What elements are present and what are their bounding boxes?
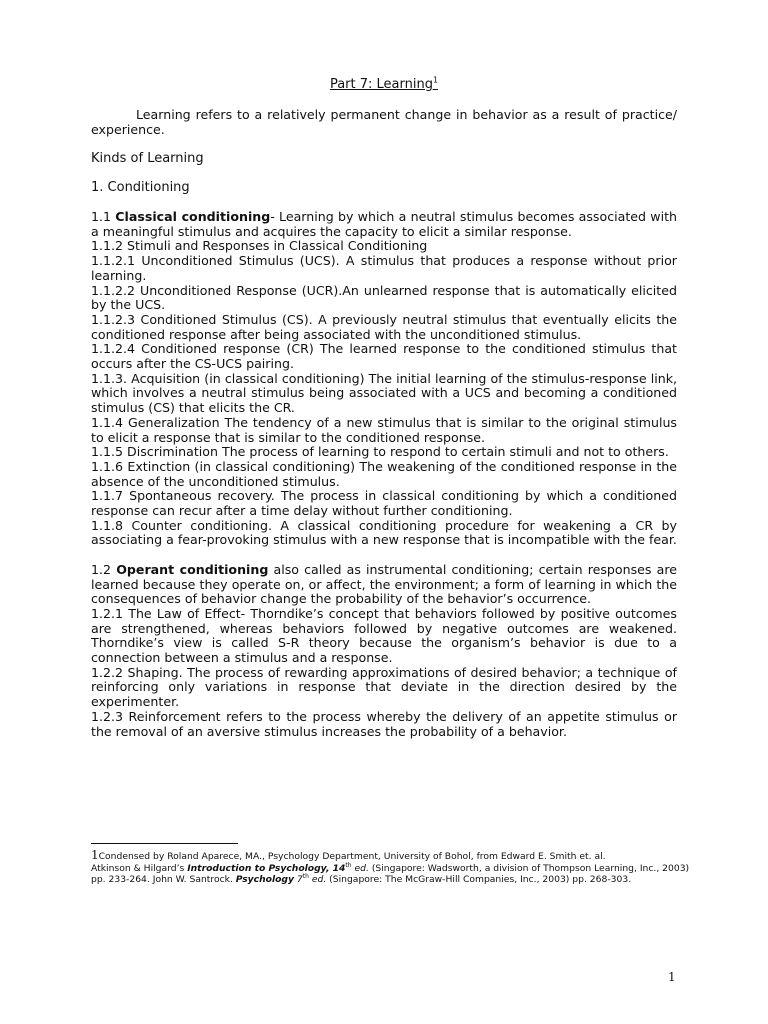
page-number: 1 <box>668 970 676 984</box>
list-item: 1.1.2 Stimuli and Responses in Classical Conditioning <box>91 238 428 254</box>
term-operant-conditioning: Operant conditioning <box>116 561 269 577</box>
body-text <box>91 210 677 739</box>
list-item: 1.1.2.2 Unconditioned Response (UCR).An unlearned response that is automatically elicited by the UCS. <box>91 282 677 313</box>
list-item: 1.1.6 Extinction (in classical conditioning) The weakening of the conditioned response in the absence of the unconditioned stimulus. <box>91 458 677 489</box>
footnote-reference[interactable]: 1 <box>432 75 439 85</box>
term-classical-conditioning: Classical conditioning <box>115 209 271 224</box>
list-item: 1.1.3. Acquisition (in classical conditioning) The initial learning of the stimulus-response link, which involves a neutral stimulus being associated with a UCS and becoming a conditioned stimulus (CS) that elicits the CR. <box>91 370 677 416</box>
book-title-introduction-to-psychology: Introduction to Psychology, 14 <box>187 862 346 874</box>
list-item: 1.1.2.1 Unconditioned Stimulus (UCS). A stimulus that produces a response without prior learning. <box>91 253 677 283</box>
intro-paragraph: Learning refers to a relatively permanent change in behavior as a result of practice/ experience. <box>91 107 677 137</box>
list-item: 1.1.2.3 Conditioned Stimulus (CS). A previously neutral stimulus that eventually elicits the conditioned response after being associated with the unconditioned stimulus. <box>91 311 677 342</box>
list-item: 1.2.2 Shaping. The process of rewarding approximations of desired behavior; a technique of reinforcing only variations in response that deviate in the direction desired by the experimenter. <box>91 664 677 710</box>
list-item: 1.1.2.4 Conditioned response (CR) The learned response to the conditioned stimulus that occurs after the CS-UCS pairing. <box>91 341 677 372</box>
classical-conditioning-definition: 1.1 Classical conditioning- Learning by which a neutral stimulus becomes associated with a meaningful stimulus and acquires the capacity to elicit a similar response. <box>91 209 677 239</box>
book-title-psychology: Psychology <box>235 874 294 885</box>
footnote-separator <box>91 843 238 844</box>
list-item: 1.2.1 The Law of Effect- Thorndike’s concept that behaviors followed by positive outcomes are strengthened, whereas behaviors followed by negative outcomes are weakened. Thorndike’s view is called S-R theory because the organism’s behavior is due to a connection between a stimulus and a response. <box>91 605 677 666</box>
footnote-number: 1 <box>91 848 99 862</box>
list-item: 1.1.7 Spontaneous recovery. The process in classical conditioning by which a conditioned response can recur after a time delay without further conditioning. <box>91 488 677 519</box>
footnote: 1Condensed by Roland Aparece, MA., Psychology Department, University of Bohol, from Edward E. Smith et. al. Atkinson & Hilgard’s Introduction to Psychology, 14th ed. (Singapore: Wadsworth, a division of Thompson Learning, Inc., 2003) pp. 233-264. John W. Santrock. Psychology 7th ed. (Singapore: The McGraw-Hill Companies, Inc., 2003) pp. 268-303. <box>91 848 690 885</box>
heading-conditioning: 1. Conditioning <box>91 180 190 195</box>
operant-conditioning-definition: 1.2 Operant conditioning also called as instrumental conditioning; certain responses are learned because they operate on, or affect, the environment; a form of learning in which the consequences of behavior change the probability of the behavior’s occurrence. <box>91 561 677 607</box>
heading-kinds-of-learning: Kinds of Learning <box>91 151 204 166</box>
list-item: 1.2.3 Reinforcement refers to the process whereby the delivery of an appetite stimulus or the removal of an aversive stimulus increases the probability of a behavior. <box>91 708 677 739</box>
page-title: Part 7: Learning$^1$ <box>329 75 439 92</box>
list-item: 1.1.8 Counter conditioning. A classical conditioning procedure for weakening a CR by associating a fear-provoking stimulus with a new response that is incompatible with the fear. <box>91 517 677 548</box>
list-item: 1.1.4 Generalization The tendency of a new stimulus that is similar to the original stimulus to elicit a response that is similar to the conditioned response. <box>91 414 677 445</box>
list-item: 1.1.5 Discrimination The process of learning to respond to certain stimuli and not to others. <box>91 444 669 460</box>
